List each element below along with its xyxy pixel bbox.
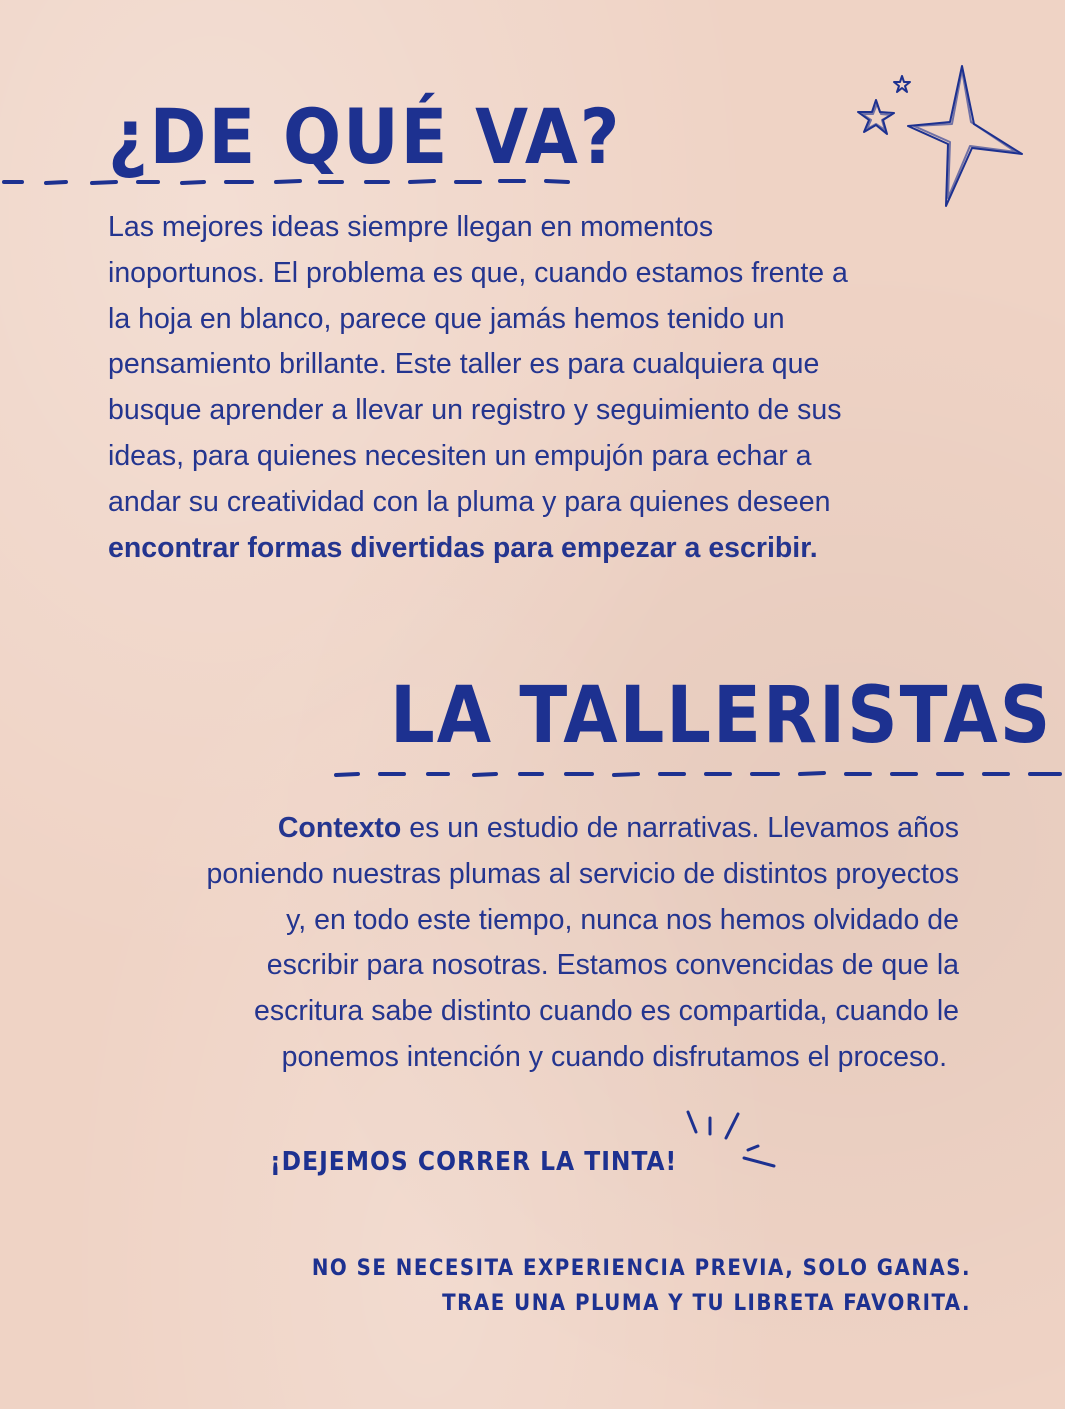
- section-about-title: ¿DE QUÉ VA?: [108, 92, 622, 181]
- about-bold-line: encontrar formas divertidas para empezar a escribir.: [108, 531, 818, 564]
- brand-name: Contexto: [277, 812, 402, 844]
- team-line: ponemos intención y cuando disfrutamos el proceso.: [281, 1040, 947, 1073]
- team-line: y, en todo este tiempo, nunca nos hemos olvidado de: [286, 903, 959, 936]
- dashed-underline-about: [0, 176, 580, 190]
- footer-note-line1: NO SE NECESITA EXPERIENCIA PREVIA, SOLO GANAS.: [311, 1256, 971, 1281]
- section-team-body: [207, 806, 960, 1081]
- team-line: poniendo nuestras plumas al servicio de distintos proyectos: [206, 857, 959, 890]
- team-line: escritura sabe distinto cuando es compartida, cuando le: [254, 995, 959, 1028]
- stars-doodle-icon: [850, 62, 1030, 212]
- team-first-rest: es un estudio de narrativas. Llevamos años: [401, 812, 959, 844]
- team-line: escribir para nosotras. Estamos convencidas de que la: [266, 949, 959, 982]
- about-line: andar su creatividad con la pluma y para quienes deseen: [108, 485, 831, 518]
- about-line: la hoja en blanco, parece que jamás hemos tenido un: [108, 302, 785, 335]
- footer-note-line2: TRAE UNA PLUMA Y TU LIBRETA FAVORITA.: [442, 1291, 971, 1316]
- about-line: pensamiento brillante. Este taller es para cualquiera que: [108, 348, 820, 381]
- team-first-line: [207, 806, 960, 852]
- about-line: Las mejores ideas siempre llegan en momentos: [108, 211, 714, 243]
- dashed-underline-team: [332, 768, 1065, 782]
- sparkle-lines-icon: [682, 1108, 782, 1178]
- about-line: ideas, para quienes necesiten un empujón para echar a: [108, 439, 812, 472]
- section-team-title: LA TALLERISTAS: [390, 671, 1053, 761]
- about-line: inoportunos. El problema es que, cuando estamos frente a: [108, 256, 848, 289]
- section-about-body: [108, 205, 848, 571]
- slogan: ¡DEJEMOS CORRER LA TINTA!: [270, 1147, 678, 1177]
- about-line: busque aprender a llevar un registro y seguimiento de sus: [108, 394, 842, 427]
